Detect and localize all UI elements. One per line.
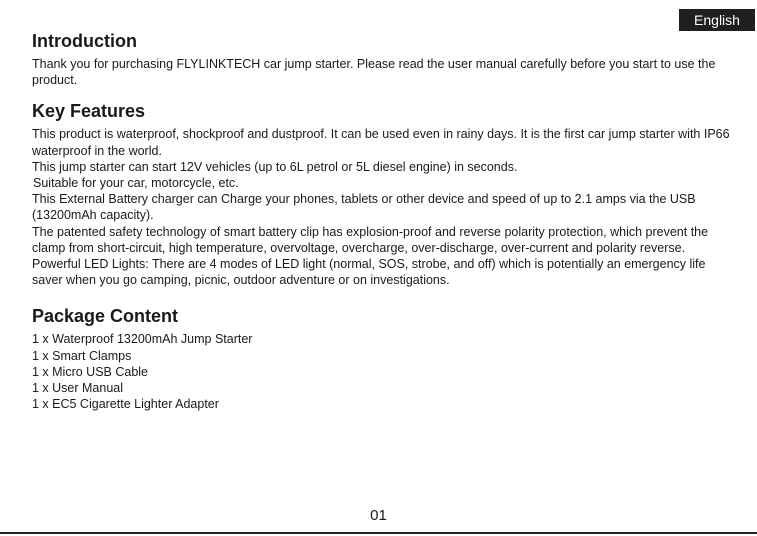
package-item: 1 x Smart Clamps [32, 348, 132, 363]
feature-item-led-lights: Powerful LED Lights: There are 4 modes of LED light (normal, SOS, strobe, and off) which is potentially an emergency life saver when you go camping, picnic, outdoor adventure or on investigations. [32, 257, 706, 288]
key-features-heading: Key Features [32, 101, 146, 122]
package-content-heading: Package Content [32, 306, 179, 327]
introduction-section [32, 29, 732, 88]
introduction-paragraph: Thank you for purchasing FLYLINKTECH car jump starter. Please read the user manual carefully before you start to use the product. [32, 57, 716, 88]
package-item: 1 x User Manual [32, 381, 124, 396]
package-item: 1 x EC5 Cigarette Lighter Adapter [32, 397, 219, 412]
feature-item-safety-technology: The patented safety technology of smart battery clip has explosion-proof and reverse polarity protection, which prevent the clamp from short-circuit, high temperature, overvoltage, overcharge, over-discharge, over-current and polarity reverse. [32, 224, 709, 255]
package-content-section [32, 304, 732, 412]
key-features-section [32, 99, 732, 288]
bottom-divider [0, 532, 757, 534]
language-badge: English [679, 9, 755, 31]
feature-item-battery-charger: This External Battery charger can Charge your phones, tablets or other device and speed of up to 2.1 amps via the USB (13200mAh capacity). [32, 192, 696, 223]
page-number: 01 [370, 507, 387, 524]
feature-item-start-vehicles: This jump starter can start 12V vehicles (up to 6L petrol or 5L diesel engine) in seconds. [32, 159, 518, 174]
introduction-heading: Introduction [32, 31, 137, 51]
feature-item-waterproof: This product is waterproof, shockproof and dustproof. It can be used even in rainy days. It is the first car jump starter with IP66 waterproof in the world. [32, 127, 730, 158]
manual-page-content [32, 29, 732, 412]
package-item: 1 x Waterproof 13200mAh Jump Starter [32, 332, 253, 347]
feature-item-suitable: Suitable for your car, motorcycle, etc. [33, 176, 239, 191]
package-item: 1 x Micro USB Cable [32, 364, 149, 379]
